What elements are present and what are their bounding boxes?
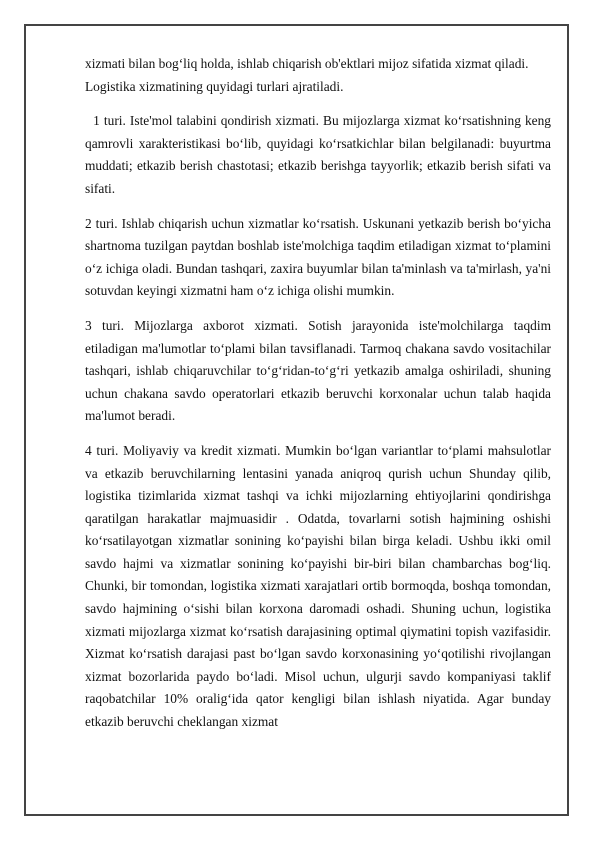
paragraph-type-3: 3 turi. Mijozlarga axborot xizmati. Sotish jarayonida iste'molchilarga taqdim etiladigan ma'lumotlar to‘plami bilan tavsiflanadi. Tarmoq chakana savdo vositachilar tashqari, ishlab chiqaruvchilar to‘g‘ridan-to‘g‘ri yetkazib amalga oshiriladi, shuning uchun chakana savdo operatorlari etkazib beruvchi korxonalar uchun talab haqida ma'lumot beradi. xyxy=(85,317,551,424)
paragraph-type-2: 2 turi. Ishlab chiqarish uchun xizmatlar ko‘rsatish. Uskunani yetkazib berish bo‘yicha shartnoma tuzilgan paytdan boshlab iste'molchiga taqdim etiladigan xizmat to‘plamini o‘z ichiga oladi. Bundan tashqari, zaxira buyumlar bilan ta'minlash va ta'mirlash, ya'ni sotuvdan keyingi xizmatni ham o‘z ichiga olishi mumkin. xyxy=(85,215,551,299)
paragraph-type-1: 1 turi. Iste'mol talabini qondirish xizmati. Bu mijozlarga xizmat ko‘rsatishning keng qamrovli xarakteristikasi bo‘lib, quyidagi ko‘rsatkichlar bilan belgilanadi: buyurtma muddati; etkazib berish chastotasi; etkazib berishga tayyorlik; etkazib berish sifati va sifati. xyxy=(85,113,555,196)
paragraph-intro: Logistika xizmatining quyidagi turlari ajratiladi. xyxy=(85,78,344,94)
paragraph-continuation: xizmati bilan bog‘liq holda, ishlab chiqarish ob'ektlari mijoz sifatida xizmat qiladi. xyxy=(85,56,529,71)
paragraph-type-4: 4 turi. Moliyaviy va kredit xizmati. Mumkin bo‘lgan variantlar to‘plami mahsulotlar va etkazib beruvchilarning lentasini yanada aniqroq qurish uchun Shunday qilib, logistika tizimlarida xizmat tashqi va ichki mijozlarning ehtiyojlarini qondirishga qaratilgan harakatlar majmuasidir . Odatda, tovarlarni sotish hajmining oshishi ko‘rsatilayotgan xizmatlar sonining ko‘payishi bilan birga keladi. Ushbu ikki omil savdo hajmi va xizmatlar sonining ko‘payishi bir-biri bilan chambarchas bog‘liq. Chunki, bir tomondan, logistika xizmati xarajatlari ortib bormoqda, boshqa tomondan, savdo hajmining o‘sishi bilan korxona daromadi oshadi. Shuning uchun, logistika xizmati mijozlarga xizmat ko‘rsatish darajasining optimal qiymatini topish vazifasidir. Xizmat ko‘rsatish darajasi past bo‘lgan savdo korxonasining yo‘qotilishi rivojlangan xizmat bozorlarida paydo bo‘ladi. Misol uchun, ulgurji savdo kompaniyasi taklif raqobatchilar 10% oralig‘ida qator kengligi bilan ishlash niyatida. Agar bunday etkazib beruvchi cheklangan xizmat xyxy=(85,442,551,730)
document-body xyxy=(85,53,555,734)
